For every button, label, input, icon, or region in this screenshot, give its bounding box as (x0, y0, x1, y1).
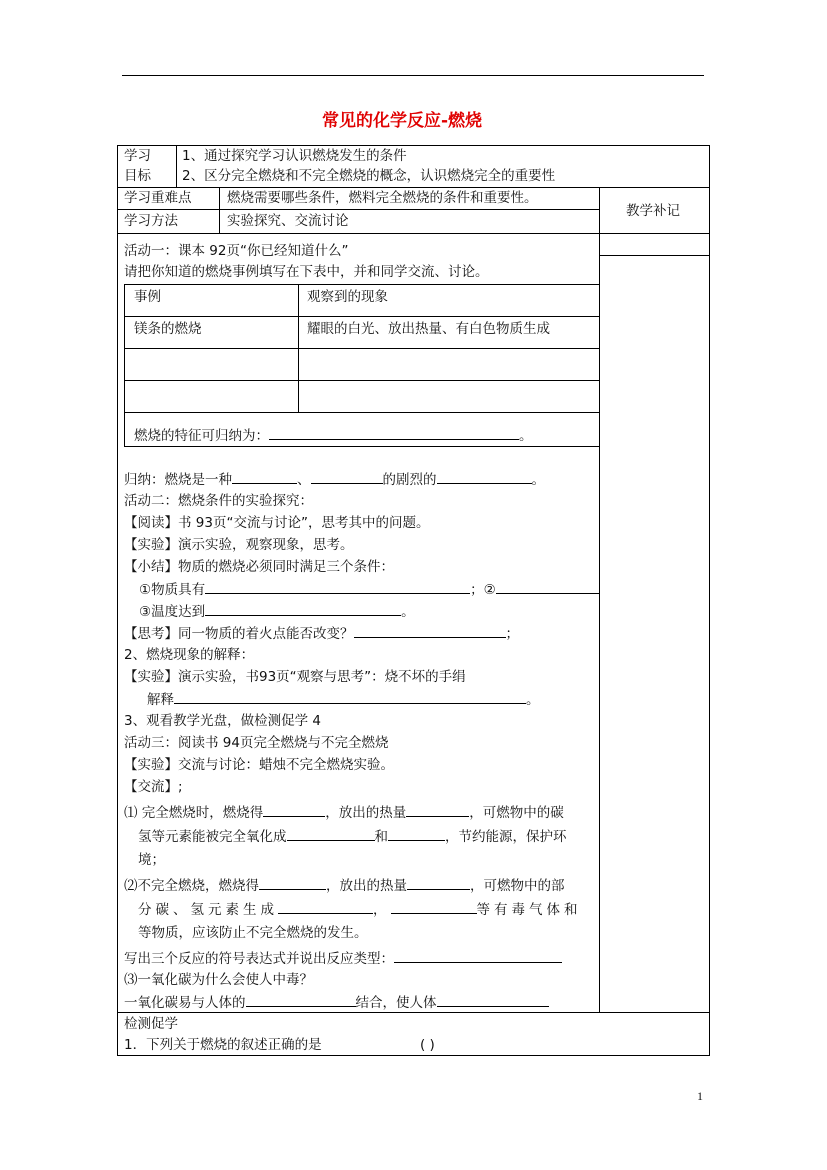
answer-blank (354, 624, 506, 638)
table-cell: 耀眼的白光、放出热量、有白色物质生成 (307, 321, 550, 337)
method-text: 实验探究、交流讨论 (227, 213, 349, 229)
text: ，可燃物中的碳 (469, 805, 564, 821)
goal-label-1: 学习 (124, 148, 151, 164)
answer-blank (174, 690, 526, 704)
answer-blank (232, 470, 297, 484)
explain-exp: 【实验】演示实验，书93页“观察与思考”：烧不坏的手绢 (124, 669, 466, 685)
grid-line (176, 145, 177, 187)
activity3-title: 活动三：阅读书 94页完全燃烧与不完全燃烧 (124, 735, 389, 751)
text: ，放出的热量 (326, 878, 407, 894)
text: ⑵不完全燃烧，燃烧得 (124, 878, 259, 894)
feature-end: 。 (519, 428, 533, 444)
page-number: 1 (697, 1089, 703, 1103)
activity3-exchange: 【交流】; (124, 779, 183, 795)
condition-3-line (139, 602, 415, 621)
grid-line (219, 187, 220, 233)
paragraph-1-line-3: 境； (138, 852, 165, 868)
write-line (124, 949, 562, 968)
activity2-conclude: 【小结】物质的燃烧必须同时满足三个条件： (124, 559, 394, 575)
answer-blank (406, 803, 469, 817)
paragraph-2-line-1 (124, 876, 565, 895)
text: ⑴ 完全燃烧时，燃烧得 (124, 805, 264, 821)
think-end: ； (505, 626, 519, 642)
question-3: ⑶一氧化碳为什么会使人中毒？ (124, 972, 313, 988)
grid-line (124, 284, 125, 446)
summary-line (124, 470, 545, 489)
answer-blank (437, 470, 532, 484)
grid-line (599, 187, 600, 1012)
answer-blank (437, 993, 549, 1007)
activity3-exp: 【实验】交流与讨论：蜡烛不完全燃烧实验。 (124, 757, 394, 773)
answer-blank (391, 900, 477, 914)
explain-title: 2、燃烧现象的解释： (124, 647, 255, 663)
answer-blank (407, 876, 470, 890)
answer-blank (269, 426, 519, 440)
text: 等有毒气体和 (476, 902, 582, 918)
table-border-left (117, 145, 118, 1055)
text: 氢等元素能被完全氧化成 (138, 829, 287, 845)
table-cell: 镁条的燃烧 (134, 321, 202, 337)
answer-blank (246, 993, 356, 1007)
explain-end: 。 (526, 692, 540, 708)
condition-3: ③温度达到 (139, 604, 206, 620)
grid-line (117, 233, 710, 234)
answer-blank (263, 803, 325, 817)
paragraph-1-line-1 (124, 803, 564, 822)
answer-blank (205, 580, 470, 594)
answer-blank (311, 470, 383, 484)
key-label: 学习重难点 (124, 190, 192, 206)
notes-label: 教学补记 (626, 203, 680, 219)
grid-line (298, 284, 299, 412)
explain-label: 解释 (147, 692, 174, 708)
answer-paren: ( ) (420, 1037, 435, 1053)
test-question-1: 1．下列关于燃烧的叙述正确的是 (124, 1037, 322, 1053)
table-header-observation: 观察到的现象 (307, 289, 388, 305)
activity2-read: 【阅读】书 93页“交流与讨论”，思考其中的问题。 (124, 515, 430, 531)
condition-1-end: ；② (470, 582, 496, 598)
test-label: 检测促学 (124, 1016, 178, 1032)
text: ，节约能源，保护环 (445, 829, 567, 845)
text: 和 (374, 829, 388, 845)
table-border-bottom (117, 1055, 710, 1056)
text: 一氧化碳易与人体的 (124, 995, 246, 1011)
think: 【思考】同一物质的着火点能否改变？ (124, 626, 354, 642)
answer-blank (259, 876, 326, 890)
summary-b: 、 (297, 472, 311, 488)
text: ，可燃物中的部 (470, 878, 565, 894)
grid-line (124, 380, 600, 381)
condition-1-line (139, 580, 599, 599)
method-label: 学习方法 (124, 213, 178, 229)
condition-1: ①物质具有 (139, 582, 206, 598)
table-header-case: 事例 (134, 289, 161, 305)
think-line (124, 624, 519, 643)
header-rule (122, 75, 704, 76)
grid-line (117, 187, 710, 188)
activity2-title: 活动二：燃烧条件的实验探究： (124, 493, 313, 509)
text: 分碳、氢元素生成 (138, 902, 278, 918)
answer-blank (388, 827, 445, 841)
feature-line (134, 426, 533, 445)
paragraph-1-line-2 (138, 827, 567, 846)
text: 结合，使人体 (355, 995, 437, 1011)
answer-blank (394, 949, 562, 963)
paragraph-2-line-3: 等物质，应该防止不完全燃烧的发生。 (138, 925, 368, 941)
disc-line: 3、观看教学光盘，做检测促学 4 (124, 713, 321, 729)
goal-2: 2、区分完全燃烧和不完全燃烧的概念，认识燃烧完全的重要性 (182, 168, 556, 184)
summary-c: 的剧烈的 (382, 472, 437, 488)
summary-d: 。 (531, 472, 545, 488)
text: 写出三个反应的符号表达式并说出反应类型： (124, 951, 394, 967)
condition-3-end: 。 (401, 604, 415, 620)
table-border-top (117, 145, 710, 146)
explain-line (147, 690, 540, 709)
text: ， (373, 902, 391, 918)
activity2-exp: 【实验】演示实验，观察现象，思考。 (124, 537, 354, 553)
grid-line (124, 348, 600, 349)
text: ，放出的热量 (325, 805, 407, 821)
grid-line (124, 412, 600, 413)
table-border-right (709, 145, 710, 1055)
page-title: 常见的化学反应-燃烧 (322, 111, 483, 131)
answer-blank (278, 900, 373, 914)
key-text: 燃烧需要哪些条件，燃料完全燃烧的条件和重要性。 (227, 190, 538, 206)
paragraph-2-line-2 (138, 900, 582, 919)
grid-line (124, 284, 600, 285)
activity1-instruction: 请把你知道的燃烧事例填写在下表中，并和同学交流、讨论。 (124, 264, 489, 280)
co-line (124, 993, 549, 1012)
grid-line (124, 446, 600, 447)
answer-blank (205, 602, 401, 616)
grid-line (599, 255, 710, 256)
grid-line (124, 316, 600, 317)
summary-a: 归纳：燃烧是一种 (124, 472, 232, 488)
answer-blank (287, 827, 375, 841)
goal-label-2: 目标 (124, 168, 151, 184)
grid-line (117, 1012, 710, 1013)
goal-1: 1、通过探究学习认识燃烧发生的条件 (182, 148, 407, 164)
grid-line (117, 209, 600, 210)
activity1-title: 活动一：课本 92页“你已经知道什么” (124, 243, 349, 259)
feature-label: 燃烧的特征可归纳为： (134, 428, 269, 444)
answer-blank (496, 580, 599, 594)
